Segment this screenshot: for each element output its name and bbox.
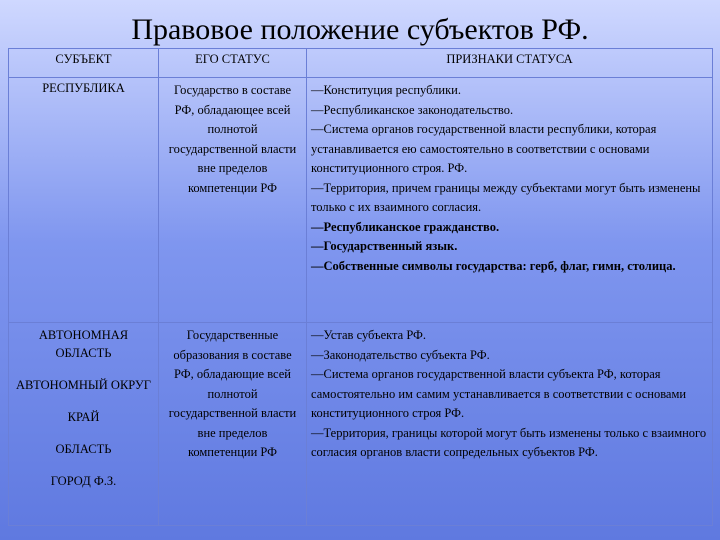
status-cell <box>159 78 307 323</box>
header-status: ЕГО СТАТУС <box>159 49 307 78</box>
signs-cell <box>307 323 713 526</box>
sign-item: —Система органов государственной власти субъекта РФ, которая самостоятельно им самим устанавливается в соответствии с основами конституционного строя РФ. <box>311 367 687 420</box>
status-table <box>8 48 713 526</box>
subject-cell <box>9 78 159 323</box>
status-cell <box>159 323 307 526</box>
slide-title: Правовое положение субъектов РФ. <box>131 13 589 46</box>
status-text: Государственные образования в составе РФ, обладающие всей полнотой государственной власти вне пределов компетенции РФ <box>168 328 297 459</box>
sign-item: —Система органов государственной власти республики, которая устанавливается ею самостоятельно в соответствии с основами конституционного строя. РФ. <box>311 122 657 175</box>
subject-name: АВТОНОМНЫЙ ОКРУГ <box>15 378 152 392</box>
sign-item: —Республиканское гражданство. <box>311 219 500 234</box>
subject-name: РЕСПУБЛИКА <box>42 81 125 95</box>
sign-item: —Государственный язык. <box>311 239 458 253</box>
sign-item: —Собственные символы государства: герб, флаг, гимн, столица. <box>311 258 676 273</box>
table-row <box>9 323 713 526</box>
header-subject: СУБЪЕКТ <box>9 49 159 78</box>
subject-name: КРАЙ <box>67 410 100 424</box>
sign-item: —Республиканское законодательство. <box>311 102 514 117</box>
signs-cell <box>307 78 713 323</box>
sign-item: —Законодательство субъекта РФ. <box>311 347 490 362</box>
sign-item: —Территория, причем границы между субъектами могут быть изменены только с их взаимного согласия. <box>311 180 701 214</box>
sign-item: —Устав субъекта РФ. <box>311 328 427 342</box>
subject-name: ГОРОД Ф.З. <box>50 474 117 488</box>
sign-item: —Территория, границы которой могут быть изменены только с взаимного согласия органов власти сопредельных субъектов РФ. <box>311 425 707 459</box>
subject-cell <box>9 323 159 526</box>
table-row <box>9 78 713 323</box>
header-row <box>9 49 713 78</box>
header-signs: ПРИЗНАКИ СТАТУСА <box>307 49 713 78</box>
subject-name: АВТОНОМНАЯ ОБЛАСТЬ <box>38 328 129 360</box>
sign-item: —Конституция республики. <box>311 83 461 97</box>
status-text: Государство в составе РФ, обладающее всей полнотой государственной власти вне пределов компетенции РФ <box>168 83 297 195</box>
subject-name: ОБЛАСТЬ <box>55 442 112 456</box>
